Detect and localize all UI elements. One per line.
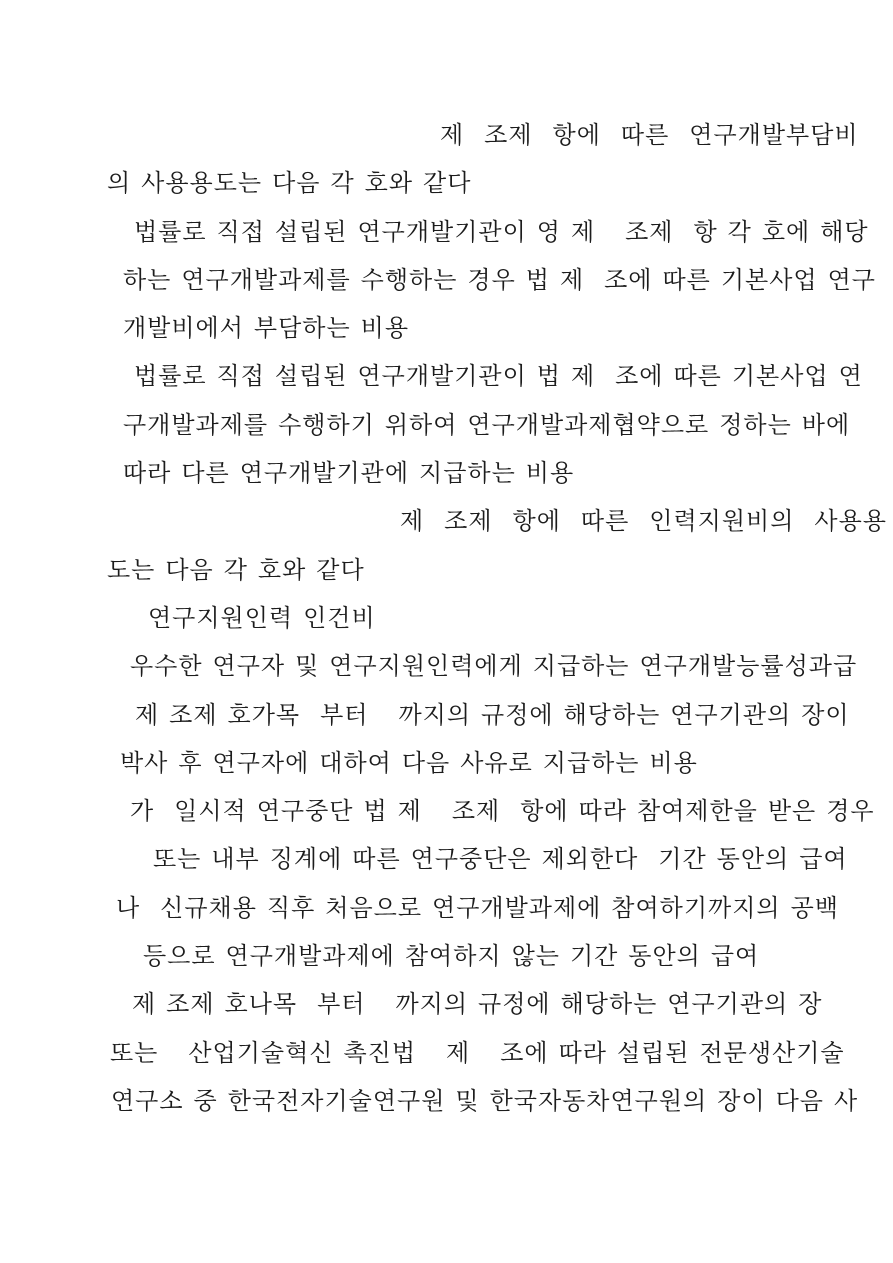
text-line: 제 조제 호나목 부터 까지의 규정에 해당하는 연구기관의 장 [132,992,823,1019]
text-line: 박사 후 연구자에 대하여 다음 사유로 지급하는 비용 [120,750,698,777]
text-line: 제 조제 항에 따른 연구개발부담비 [440,123,859,149]
text-line: 등으로 연구개발과제에 참여하지 않는 기간 동안의 급여 [143,944,760,971]
text-line: 의 사용용도는 다음 각 호와 같다 [107,171,472,198]
text-line: 나 신규채용 직후 처음으로 연구개발과제에 참여하기까지의 공백 [116,895,839,922]
text-line: 따라 다른 연구개발기관에 지급하는 비용 [123,461,575,488]
text-line: 법률로 직접 설립된 연구개발기관이 영 제 조제 항 각 호에 해당 [134,219,869,246]
text-line: 제 조제 항에 따른 인력지원비의 사용용 [400,509,887,536]
text-line: 가 일시적 연구중단 법 제 조제 항에 따라 참여제한을 받은 경우 [130,799,875,826]
text-line: 개발비에서 부담하는 비용 [123,316,410,343]
text-line: 연구지원인력 인건비 [148,605,376,632]
text-line: 법률로 직접 설립된 연구개발기관이 법 제 조에 따른 기본사업 연 [134,364,863,391]
text-line: 하는 연구개발과제를 수행하는 경우 법 제 조에 따른 기본사업 연구 [123,267,876,294]
text-line: 우수한 연구자 및 연구지원인력에게 지급하는 연구개발능률성과급 [130,654,858,681]
text-line: 제 조제 호가목 부터 까지의 규정에 해당하는 연구기관의 장이 [135,702,850,729]
text-line: 도는 다음 각 호와 같다 [107,557,365,584]
text-line: 또는 내부 징계에 따른 연구중단은 제외한다 기간 동안의 급여 [153,847,848,874]
text-line: 구개발과제를 수행하기 위하여 연구개발과제협약으로 정하는 바에 [123,412,851,439]
document-text-block [0,112,893,1126]
text-line: 연구소 중 한국전자기술연구원 및 한국자동차연구원의 장이 다음 사 [111,1088,859,1115]
text-line: 또는 산업기술혁신 촉진법 제 조에 따라 설립된 전문생산기술 [110,1040,845,1067]
